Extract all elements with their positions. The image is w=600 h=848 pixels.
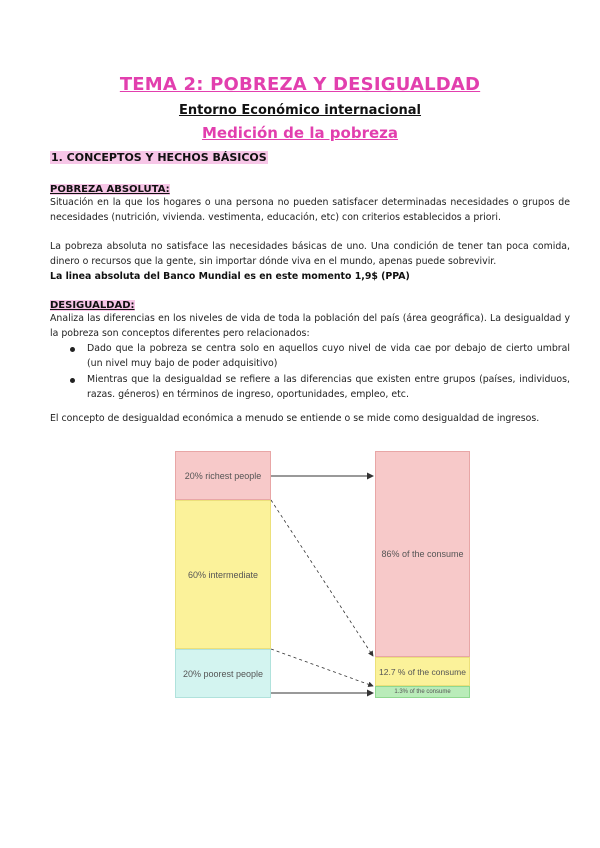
world-bank-line: La linea absoluta del Banco Mundial es en este momento 1,9$ (PPA) — [50, 271, 410, 282]
absolute-poverty-definition: Situación en la que los hogares o una persona no pueden satisfacer determinadas necesidades o grupos de necesidades (nutrición, vivienda. vestimenta, educación, etc) con criterios establecidos a priori. — [50, 197, 570, 224]
right-box-richest: 86% of the consume — [375, 451, 470, 657]
right-box-intermediate: 12.7 % of the consume — [375, 657, 470, 686]
page-title: TEMA 2: POBREZA Y DESIGUALDAD — [119, 74, 481, 95]
left-box-poorest: 20% poorest people — [175, 649, 271, 698]
list-item: Mientras que la desigualdad se refiere a las diferencias que existen entre grupos (países, individuos, razas. géneros) en términos de ingreso, oportunidades, empleo, etc. — [50, 372, 570, 403]
absolute-poverty-explanation: La pobreza absoluta no satisface las necesidades básicas de uno. Una condición de tener tan poca comida, dinero o recursos que la gente, sin importar dónde viva en el mundo, apenas puede sobrevivir. — [50, 241, 570, 268]
inequality-definition: Analiza las diferencias en los niveles de vida de toda la población del país (área geográfica). La desigualdad y la pobreza son conceptos diferentes pero relacionados: — [50, 313, 570, 340]
absolute-poverty-label-text: POBREZA ABSOLUTA: — [50, 184, 170, 195]
arrow-poorest-top — [271, 649, 373, 686]
right-box-poorest: 1.3% of the consume — [375, 686, 470, 698]
topic-subtitle: Medición de la pobreza — [201, 124, 399, 142]
arrow-richest-bottom — [271, 500, 373, 656]
inequality-concept-note: El concepto de desigualdad económica a menudo se entiende o se mide como desigualdad de ingresos. — [50, 413, 540, 424]
left-box-richest: 20% richest people — [175, 451, 271, 500]
course-subtitle: Entorno Económico internacional — [178, 103, 422, 118]
inequality-label-text: DESIGUALDAD: — [50, 300, 135, 311]
list-item: Dado que la pobreza se centra solo en aquellos cuyo nivel de vida cae por debajo de cierto umbral (un nivel muy bajo de poder adquisitivo) — [50, 341, 570, 372]
left-box-intermediate: 60% intermediate — [175, 500, 271, 649]
section-heading-text: 1. CONCEPTOS Y HECHOS BÁSICOS — [51, 151, 267, 164]
